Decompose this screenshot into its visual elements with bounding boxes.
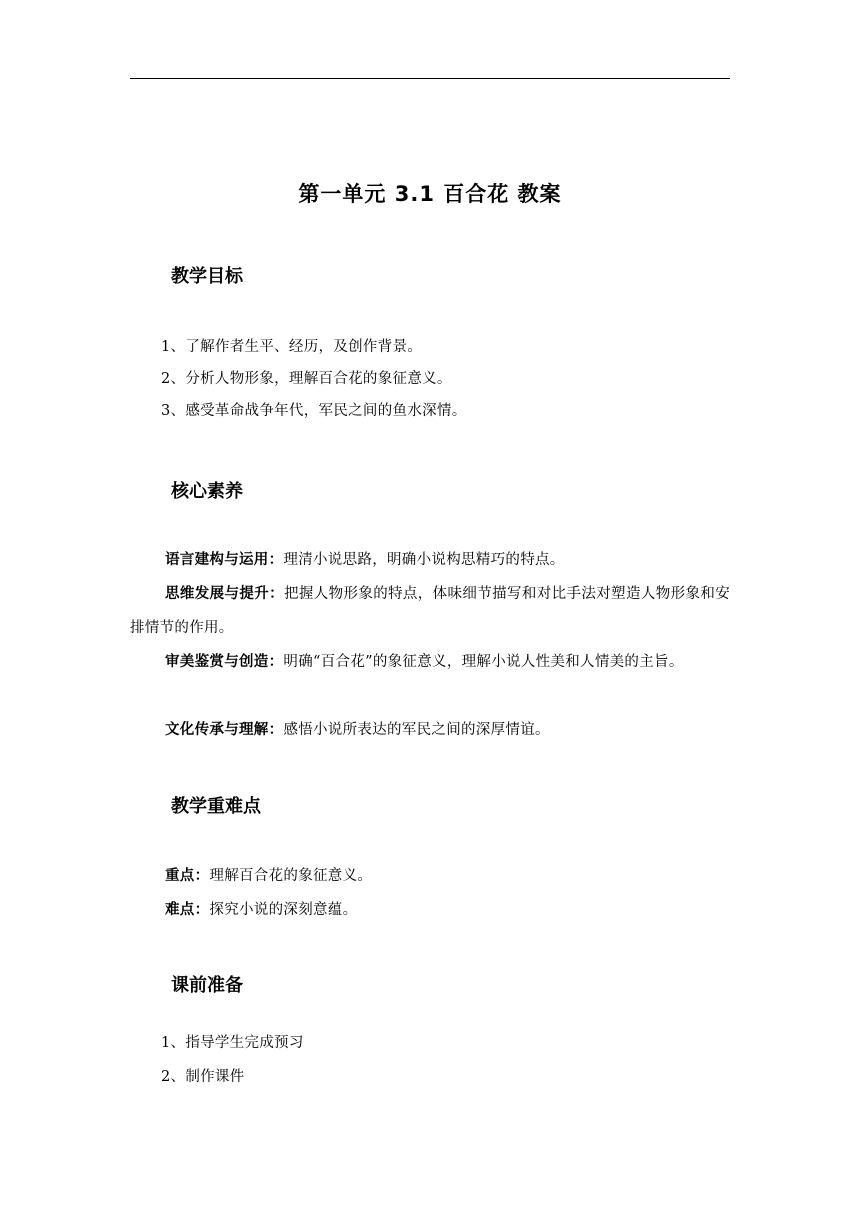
- literacy-item: [130, 713, 730, 747]
- literacy-label: 审美鉴赏与创造：: [165, 653, 284, 670]
- heading-key-points: 教学重难点: [171, 796, 261, 817]
- heading-literacy: 核心素养: [171, 481, 243, 502]
- literacy-text: 感悟小说所表达的军民之间的深厚情谊。: [283, 722, 550, 738]
- key-point-label: 重点：: [165, 867, 210, 884]
- key-point-item: [130, 859, 730, 893]
- literacy-item: [130, 543, 730, 577]
- literacy-text: 把握人物形象的特点，体味细节描写和对比手法对塑造人物形象和安排情节的作用。: [130, 586, 730, 636]
- literacy-item: [130, 577, 730, 645]
- header-rule: [130, 78, 730, 79]
- literacy-label: 语言建构与运用：: [165, 551, 284, 568]
- key-point-text: 探究小说的深刻意蕴。: [209, 902, 358, 918]
- literacy-text: 明确“百合花”的象征意义，理解小说人性美和人情美的主旨。: [283, 654, 684, 670]
- preparation-item: 2、制作课件: [161, 1069, 245, 1085]
- literacy-item: [130, 645, 730, 679]
- heading-preparation: 课前准备: [171, 975, 243, 996]
- key-point-item: [130, 893, 730, 927]
- preparation-item: 1、指导学生完成预习: [161, 1035, 304, 1051]
- literacy-label: 文化传承与理解：: [165, 721, 284, 738]
- key-point-label: 难点：: [165, 901, 210, 918]
- document-title: 第一单元 3.1 百合花 教案: [298, 182, 562, 206]
- literacy-label: 思维发展与提升：: [165, 585, 284, 602]
- objective-item: 1、了解作者生平、经历，及创作背景。: [161, 339, 423, 355]
- heading-objectives: 教学目标: [171, 266, 243, 287]
- objective-item: 3、感受革命战争年代，军民之间的鱼水深情。: [161, 403, 467, 419]
- objective-item: 2、分析人物形象，理解百合花的象征意义。: [161, 371, 452, 387]
- key-point-text: 理解百合花的象征意义。: [209, 868, 373, 884]
- literacy-text: 理清小说思路，明确小说构思精巧的特点。: [283, 552, 565, 568]
